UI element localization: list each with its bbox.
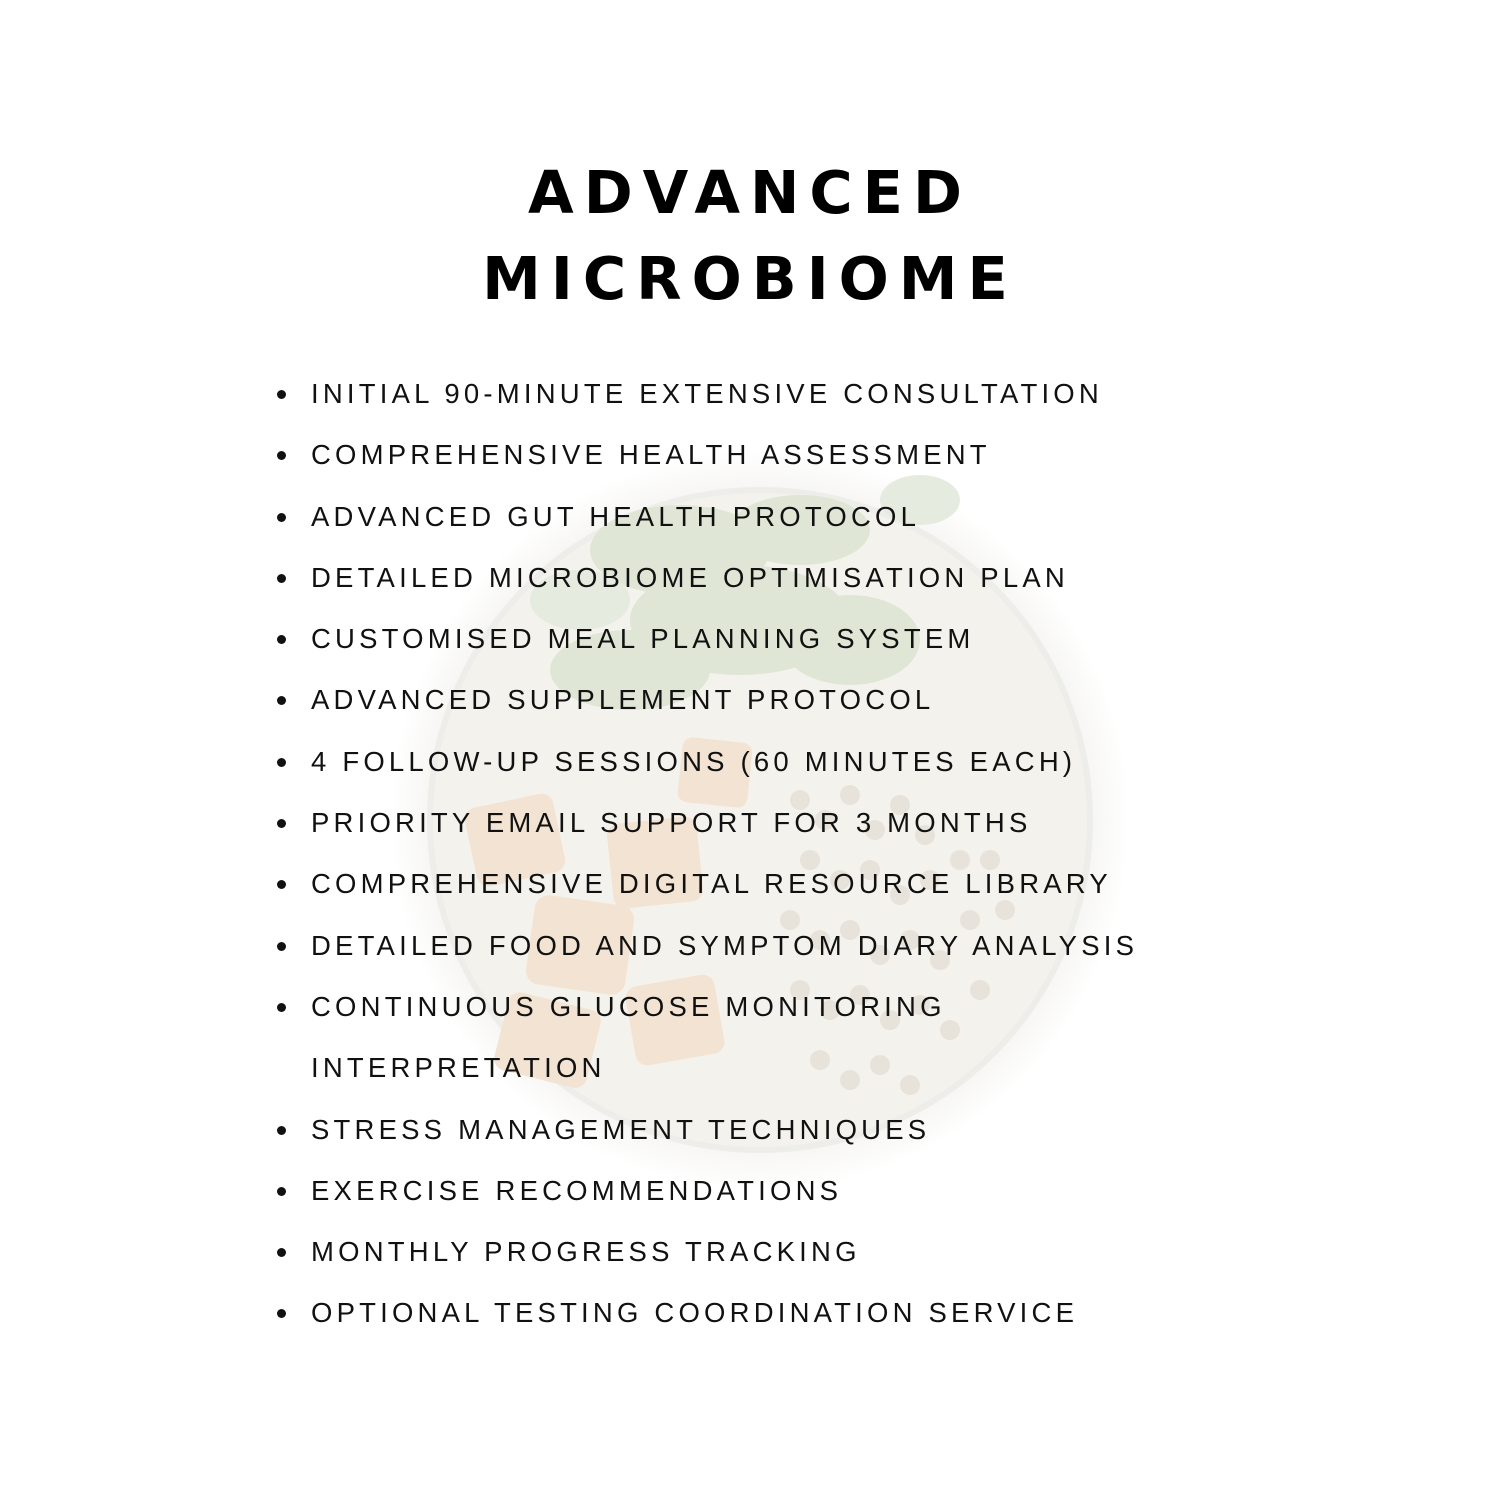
list-item — [270, 486, 1211, 547]
list-item — [270, 669, 1211, 730]
bullet-icon — [277, 942, 286, 951]
bullet-icon — [277, 1248, 286, 1257]
list-item — [270, 792, 1211, 853]
list-item-label: ADVANCED GUT HEALTH PROTOCOL — [311, 500, 921, 532]
list-item — [270, 1160, 1211, 1221]
bullet-icon — [277, 758, 286, 767]
title-line-1: ADVANCED — [528, 158, 972, 227]
list-item-label: COMPREHENSIVE HEALTH ASSESSMENT — [311, 439, 991, 471]
list-item — [270, 1099, 1211, 1160]
bullet-icon — [277, 513, 286, 522]
list-item — [270, 547, 1211, 608]
list-item-label: CONTINUOUS GLUCOSE MONITORING INTERPRETATION — [311, 990, 946, 1084]
bullet-icon — [277, 1187, 286, 1196]
bullet-icon — [277, 574, 286, 583]
list-item — [270, 1221, 1211, 1282]
bullet-icon — [277, 1309, 286, 1318]
list-item-label: ADVANCED SUPPLEMENT PROTOCOL — [311, 684, 935, 716]
bullet-icon — [277, 1003, 286, 1012]
list-item-label: EXERCISE RECOMMENDATIONS — [311, 1174, 843, 1206]
list-item-label: DETAILED MICROBIOME OPTIMISATION PLAN — [311, 561, 1069, 593]
list-item — [270, 363, 1211, 424]
bullet-icon — [277, 451, 286, 460]
list-item — [270, 731, 1211, 792]
bullet-icon — [277, 635, 286, 644]
bullet-icon — [277, 696, 286, 705]
bullet-icon — [277, 1126, 286, 1135]
list-item — [270, 1282, 1211, 1343]
list-item-label: PRIORITY EMAIL SUPPORT FOR 3 MONTHS — [311, 807, 1032, 839]
list-item — [270, 424, 1211, 485]
list-item-label: MONTHLY PROGRESS TRACKING — [311, 1236, 861, 1268]
title-line-2: MICROBIOME — [482, 244, 1018, 313]
list-item — [270, 976, 1031, 1099]
list-item-label: INITIAL 90-MINUTE EXTENSIVE CONSULTATION — [311, 378, 1103, 409]
list-item-label: OPTIONAL TESTING COORDINATION SERVICE — [311, 1297, 1079, 1329]
list-item — [270, 608, 1211, 669]
list-item — [270, 915, 1211, 976]
list-item-label: COMPREHENSIVE DIGITAL RESOURCE LIBRARY — [311, 868, 1112, 900]
feature-list — [270, 363, 1211, 1344]
list-item-label: STRESS MANAGEMENT TECHNIQUES — [311, 1113, 931, 1145]
page-title — [0, 150, 1500, 322]
list-item-label: DETAILED FOOD AND SYMPTOM DIARY ANALYSIS — [311, 929, 1139, 961]
list-item — [270, 853, 1211, 914]
bullet-icon — [277, 880, 286, 889]
bullet-icon — [277, 390, 286, 399]
bullet-icon — [277, 819, 286, 828]
list-item-label: 4 FOLLOW-UP SESSIONS (60 MINUTES EACH) — [311, 745, 1077, 777]
list-item-label: CUSTOMISED MEAL PLANNING SYSTEM — [311, 623, 975, 655]
